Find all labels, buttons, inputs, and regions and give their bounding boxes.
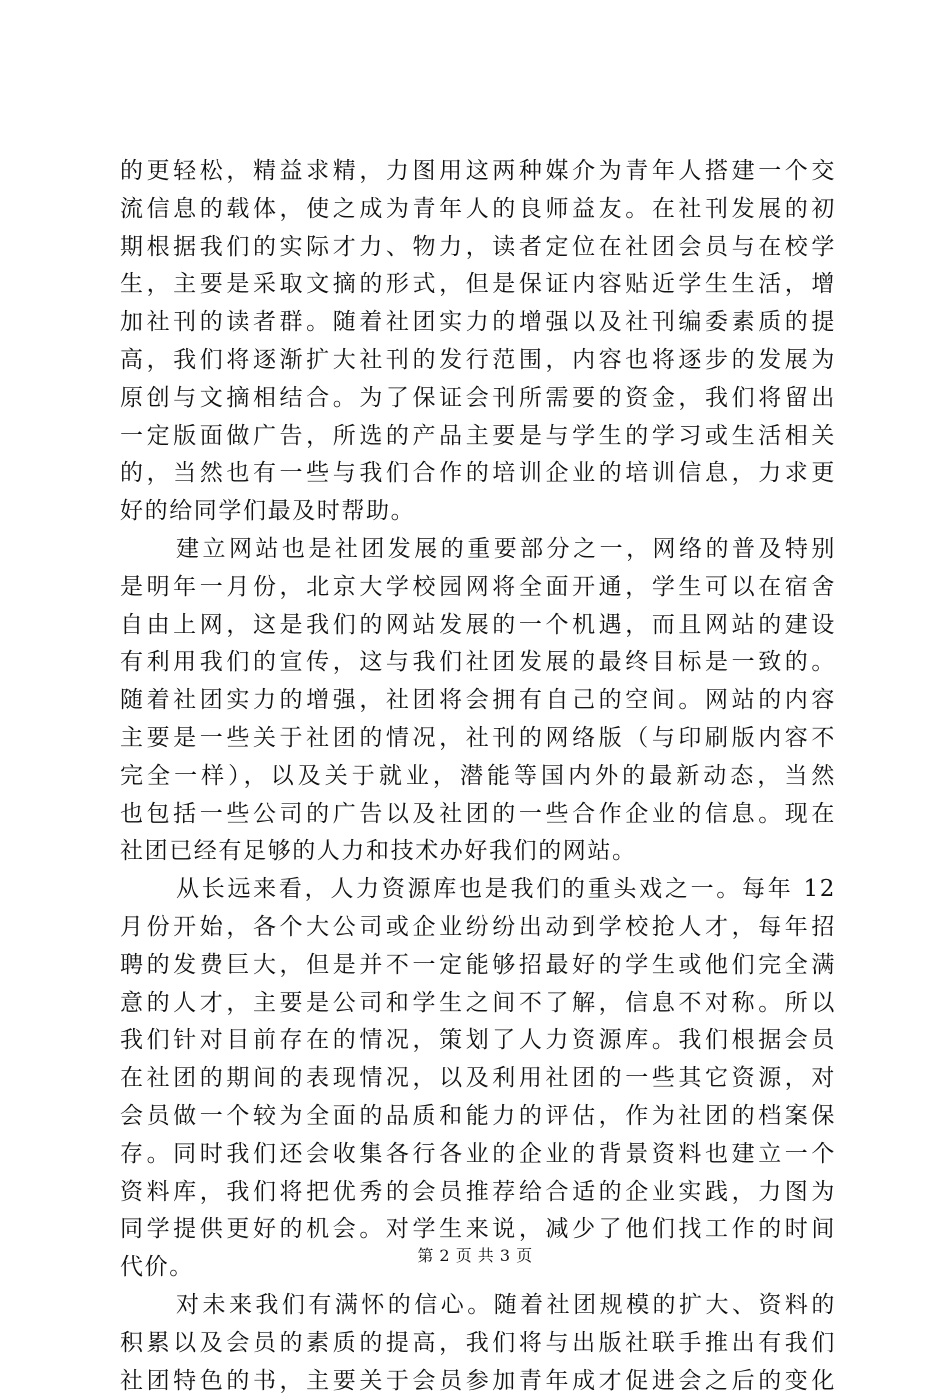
text-line: 流信息的载体，使之成为青年人的良师益友。在社刊发展的初 xyxy=(120,191,836,229)
text-line: 是明年一月份，北京大学校园网将全面开通，学生可以在宿舍 xyxy=(120,569,836,607)
text-line: 完全一样），以及关于就业，潜能等国内外的最新动态，当然 xyxy=(120,758,836,796)
text-line: 聘的发费巨大，但是并不一定能够招最好的学生或他们完全满 xyxy=(120,947,836,985)
text-line: 对未来我们有满怀的信心。随着社团规模的扩大、资料的 xyxy=(120,1287,836,1325)
text-line: 也包括一些公司的广告以及社团的一些合作企业的信息。现在 xyxy=(120,796,836,834)
page-number-footer: 第 2 页 共 3 页 xyxy=(0,1243,950,1266)
text-line: 社团已经有足够的人力和技术办好我们的网站。 xyxy=(120,833,836,871)
text-line: 建立网站也是社团发展的重要部分之一，网络的普及特别 xyxy=(120,531,836,569)
text-line: 加社刊的读者群。随着社团实力的增强以及社刊编委素质的提 xyxy=(120,304,836,342)
text-line: 意的人才，主要是公司和学生之间不了解，信息不对称。所以 xyxy=(120,985,836,1023)
text-line: 一定版面做广告，所选的产品主要是与学生的学习或生活相关 xyxy=(120,418,836,456)
text-line: 从长远来看，人力资源库也是我们的重头戏之一。每年 12 xyxy=(120,871,836,909)
text-line: 会员做一个较为全面的品质和能力的评估，作为社团的档案保 xyxy=(120,1098,836,1136)
text-line: 有利用我们的宣传，这与我们社团发展的最终目标是一致的。 xyxy=(120,644,836,682)
text-line: 生，主要是采取文摘的形式，但是保证内容贴近学生生活，增 xyxy=(120,266,836,304)
text-line: 代价。 xyxy=(120,1249,836,1287)
text-line: 积累以及会员的素质的提高，我们将与出版社联手推出有我们 xyxy=(120,1325,836,1363)
text-line: 我们针对目前存在的情况，策划了人力资源库。我们根据会员 xyxy=(120,1022,836,1060)
text-line: 随着社团实力的增强，社团将会拥有自己的空间。网站的内容 xyxy=(120,682,836,720)
text-line: 的，当然也有一些与我们合作的培训企业的培训信息，力求更 xyxy=(120,455,836,493)
text-line: 月份开始，各个大公司或企业纷纷出动到学校抢人才，每年招 xyxy=(120,909,836,947)
text-line: 好的给同学们最及时帮助。 xyxy=(120,493,836,531)
text-line: 高，我们将逐渐扩大社刊的发行范围，内容也将逐步的发展为 xyxy=(120,342,836,380)
text-line: 存。同时我们还会收集各行各业的企业的背景资料也建立一个 xyxy=(120,1136,836,1174)
text-line: 原创与文摘相结合。为了保证会刊所需要的资金，我们将留出 xyxy=(120,380,836,418)
text-line: 在社团的期间的表现情况，以及利用社团的一些其它资源，对 xyxy=(120,1060,836,1098)
document-body xyxy=(120,153,836,1400)
text-line: 同学提供更好的机会。对学生来说，减少了他们找工作的时间 xyxy=(120,1211,836,1249)
text-line: 主要是一些关于社团的情况，社刊的网络版（与印刷版内容不 xyxy=(120,720,836,758)
text-line: 自由上网，这是我们的网站发展的一个机遇，而且网站的建设 xyxy=(120,607,836,645)
text-line: 的更轻松，精益求精，力图用这两种媒介为青年人搭建一个交 xyxy=(120,153,836,191)
text-line: 资料库，我们将把优秀的会员推荐给合适的企业实践，力图为 xyxy=(120,1174,836,1212)
text-line: 期根据我们的实际才力、物力，读者定位在社团会员与在校学 xyxy=(120,229,836,267)
text-line: 社团特色的书，主要关于会员参加青年成才促进会之后的变化 xyxy=(120,1363,836,1400)
